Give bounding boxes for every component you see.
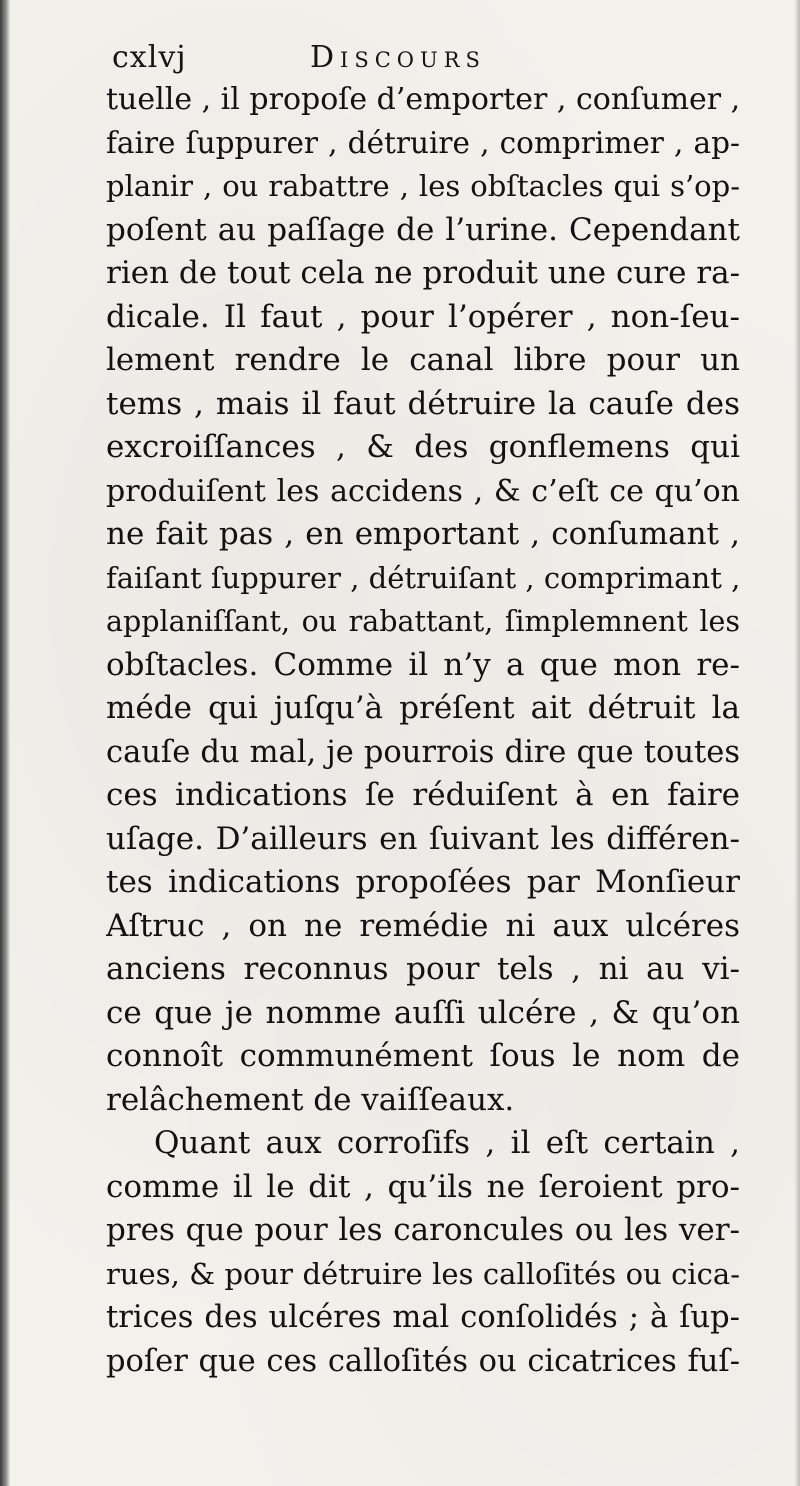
text-line: méde qui juſqu’à préſent ait détruit la bbox=[106, 690, 740, 726]
text-line: excroiſſances , & des gonflemens qui bbox=[106, 429, 740, 465]
running-head: Discours bbox=[310, 40, 486, 75]
text-line: ce que je nomme auſſi ulcére , & qu’on bbox=[106, 994, 740, 1031]
page-number: cxlvj bbox=[112, 40, 187, 75]
text-line: faiſant ſuppurer , détruiſant , comprimant , bbox=[106, 560, 740, 595]
text-line: planir , ou rabattre , les obſtacles qui s’op- bbox=[106, 169, 740, 203]
text-line: Aſtruc , on ne remédie ni aux ulcéres bbox=[106, 907, 740, 944]
text-line: obſtacles. Comme il n’y a que mon re- bbox=[106, 646, 740, 683]
text-line: poſent au paſſage de l’urine. Cependant bbox=[106, 211, 740, 248]
text-line: tuelle , il propoſe d’emporter , conſumer , bbox=[106, 82, 740, 117]
text-line: ces indications ſe réduiſent à en faire bbox=[106, 777, 740, 813]
text-line: cauſe du mal, je pourrois dire que toutes bbox=[106, 734, 740, 770]
text-line: tes indications propoſées par Monſieur bbox=[106, 864, 740, 900]
text-line: uſage. D’ailleurs en ſuivant les différen- bbox=[106, 820, 740, 857]
text-line: anciens reconnus pour tels , ni au vi- bbox=[106, 951, 740, 987]
text-line: pres que pour les caroncules ou les ver- bbox=[106, 1212, 740, 1248]
text-line: connoît communément ſous le nom de bbox=[106, 1038, 740, 1074]
page-edge-shadow bbox=[794, 0, 800, 1486]
body-text bbox=[106, 78, 740, 1383]
text-line: dicale. Il faut , pour l’opérer , non-ſeu- bbox=[106, 298, 740, 335]
text-line: comme il le dit , qu’ils ne ſeroient pro- bbox=[106, 1168, 740, 1205]
text-line: ne fait pas , en emportant , conſumant , bbox=[106, 516, 740, 552]
text-line: rien de tout cela ne produit une cure ra- bbox=[106, 255, 740, 291]
text-line: Quant aux corroſifs , il eſt certain , bbox=[154, 1125, 740, 1161]
text-line: produiſent les accidens , & c’eſt ce qu’on bbox=[106, 473, 740, 509]
text-line: faire ſuppurer , détruire , comprimer , ap- bbox=[106, 125, 740, 160]
page-binding-shadow bbox=[0, 0, 10, 1486]
text-line: rues, & pour détruire les calloſités ou cica- bbox=[106, 1256, 740, 1291]
text-line: relâchement de vaiſſeaux. bbox=[106, 1081, 515, 1118]
text-line: applaniſſant, ou rabattant, ſimplemnent les bbox=[106, 605, 740, 638]
text-line: poſer que ces calloſités ou cicatrices fuſ- bbox=[106, 1343, 740, 1379]
text-line: trices des ulcéres mal conſolidés ; à ſup- bbox=[106, 1300, 740, 1335]
text-line: lement rendre le canal libre pour un bbox=[106, 342, 740, 378]
text-line: tems , mais il faut détruire la cauſe des bbox=[106, 385, 740, 422]
